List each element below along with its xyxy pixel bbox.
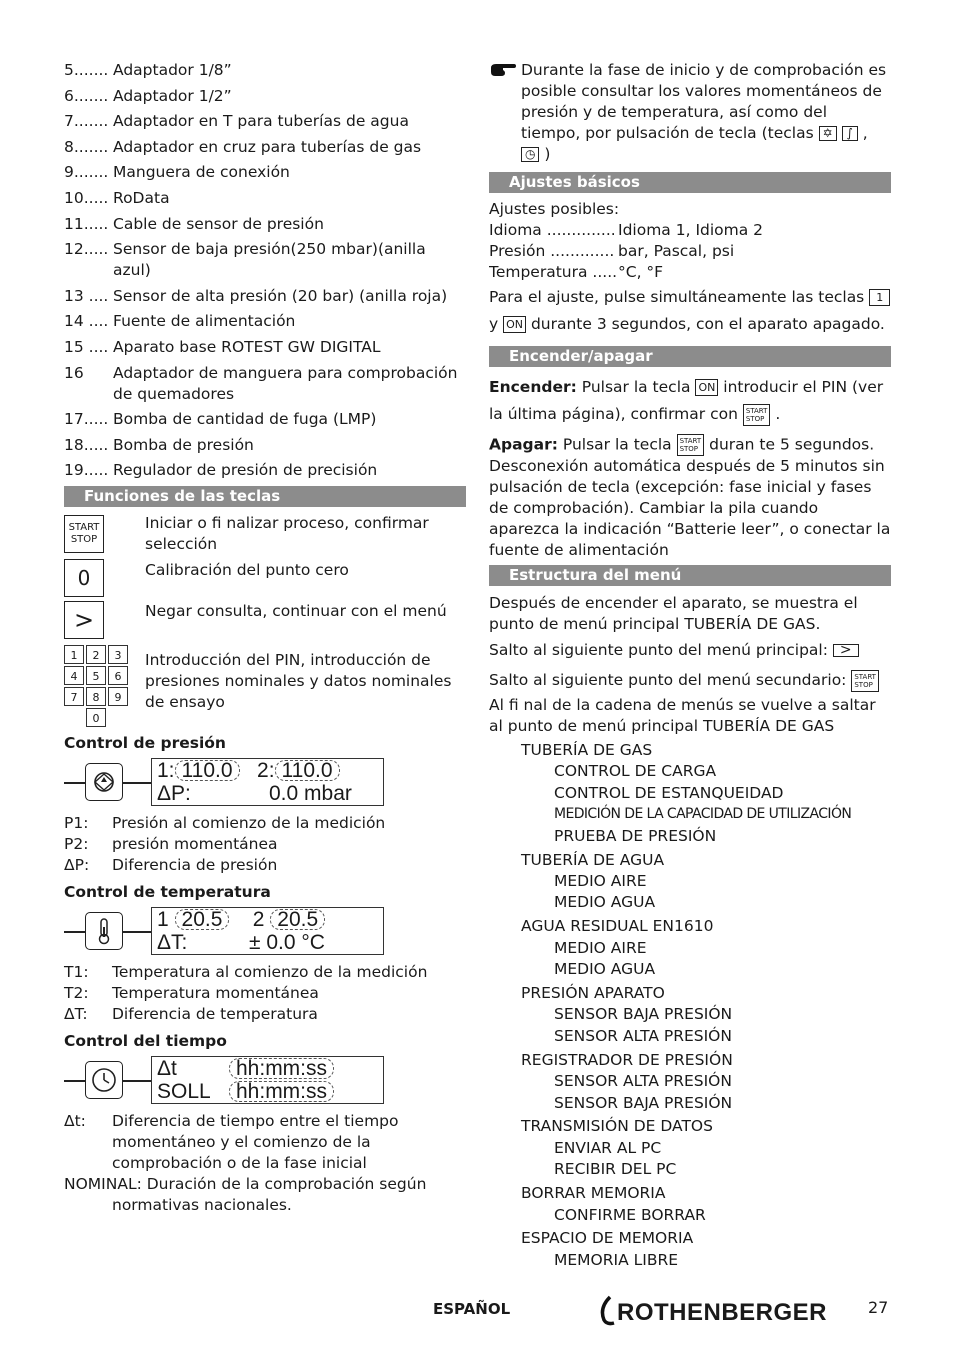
part-number: 14 .... — [64, 312, 109, 331]
basic-settings-heading: Ajustes básicos — [489, 172, 891, 193]
setting-key: Presión ............. — [489, 242, 615, 260]
lcd-dtime-label: Δt — [157, 1057, 177, 1081]
menu-sub-item: PRUEBA DE PRESIÓN — [554, 826, 717, 845]
menu-main-item: BORRAR MEMORIA — [521, 1184, 666, 1203]
off-text-2: duran te 5 segundos. — [709, 435, 875, 454]
parts-list-item — [64, 162, 466, 183]
on-key-icon: ON — [503, 316, 526, 333]
menu-sub-item: MEDICIÓN DE LA CAPACIDAD DE UTILIZACIÓN — [554, 806, 852, 823]
part-number: 7....... — [64, 112, 109, 131]
parts-list-item — [64, 286, 466, 307]
menu-group — [489, 1050, 891, 1114]
start-stop-key-icon-4: START STOP — [851, 670, 879, 692]
part-number: 10..... — [64, 188, 109, 207]
time-heading: Control del tiempo — [64, 1032, 227, 1051]
lcd-dt-value: ± 0.0 °C — [249, 931, 325, 955]
time-definitions — [64, 1111, 466, 1216]
menu-group — [489, 1183, 891, 1226]
key-zero-row — [64, 559, 466, 600]
temperature-heading: Control de temperatura — [64, 883, 271, 902]
stop-key-label: STOP — [70, 534, 98, 546]
setting-value: Idioma 1, Idioma 2 — [618, 221, 764, 239]
temperature-lcd — [151, 907, 384, 955]
setting-row — [489, 241, 891, 262]
parts-list-item — [64, 409, 466, 430]
menu-paragraph-2 — [489, 635, 891, 665]
parts-list-item — [64, 239, 466, 281]
def-nominal: NOMINAL: Duración de la comprobación según normativas nacionales. — [64, 1175, 427, 1215]
start-key-label: START — [68, 522, 100, 534]
start-stop-key-icon-2: START STOP — [743, 404, 771, 426]
definition-row — [64, 834, 466, 855]
parts-list-item — [64, 137, 466, 158]
menu-main-item: AGUA RESIDUAL EN1610 — [521, 917, 714, 936]
next-key-icon-2: > — [833, 644, 859, 657]
right-column — [489, 60, 891, 1274]
start-stop-key-icon-3: START STOP — [677, 434, 705, 456]
menu-sub-item: MEDIO AGUA — [554, 893, 656, 912]
definition-row — [64, 813, 466, 834]
menu-sub-item: CONFIRME BORRAR — [554, 1205, 706, 1224]
menu-paragraph-1: Después de encender el aparato, se muestra el punto de menú principal TUBERÍA DE GAS. — [489, 594, 858, 633]
lcd-t2-label: 2 — [252, 908, 265, 932]
menu-group — [489, 1228, 891, 1271]
parts-list-item — [64, 188, 466, 209]
on-text-2: introducir el PIN (ver la última página), confirmar con — [489, 378, 884, 423]
thermometer-key-icon: ∫ — [842, 126, 858, 141]
next-key-icon — [64, 601, 104, 639]
keypad-key-4: 4 — [64, 666, 84, 685]
part-text: Sensor de alta presión (20 bar) (anilla roja) — [113, 286, 448, 305]
definition-key: T2: — [64, 984, 89, 1003]
next-description: Negar consulta, continuar con el menú — [145, 602, 447, 621]
menu-sub-item: CONTROL DE ESTANQUEIDAD — [554, 783, 784, 802]
part-number: 11..... — [64, 214, 109, 233]
definition-value: Temperatura momentánea — [112, 984, 319, 1003]
part-text: Adaptador en cruz para tuberías de gas — [113, 137, 422, 156]
part-number: 18..... — [64, 435, 109, 454]
part-text: RoData — [113, 188, 170, 207]
on-block: Encender: Pulsar la tecla ON introducir el PIN (ver la última página), confirmar con START STOP . — [489, 374, 891, 428]
setting-row — [489, 220, 891, 241]
page-number: 27 — [868, 1298, 889, 1317]
lcd-dtime-value: hh:mm:ss — [229, 1058, 334, 1079]
temperature-definitions — [64, 962, 466, 1025]
part-text: Aparato base ROTEST GW DIGITAL — [113, 337, 381, 356]
parts-list-item — [64, 337, 466, 358]
pressure-definitions — [64, 813, 466, 876]
definition-value: Diferencia de temperatura — [112, 1005, 318, 1024]
menu-sub-item: MEDIO AGUA — [554, 960, 656, 979]
menu-sub-item: SENSOR ALTA PRESIÓN — [554, 1072, 732, 1091]
menu-main-item: TRANSMISIÓN DE DATOS — [521, 1117, 713, 1136]
basic-intro: Ajustes posibles: — [489, 200, 620, 218]
off-text-1: Pulsar la tecla — [562, 435, 672, 454]
part-number: 5....... — [64, 61, 109, 79]
definition-row — [64, 962, 466, 983]
setting-value: °C, °F — [618, 263, 664, 281]
lcd-t1-value: 20.5 — [175, 909, 230, 930]
note-end: ) — [544, 145, 551, 163]
definition-key: P1: — [64, 814, 89, 833]
lcd-soll-label: SOLL — [157, 1080, 211, 1104]
clock-icon — [85, 1061, 123, 1099]
pressure-key-icon: ✡ — [819, 126, 837, 141]
keypad-description: Introducción del PIN, introducción de presiones nominales y datos nominales de ensayo — [145, 651, 452, 712]
left-column — [64, 60, 466, 1216]
menu-sub-item: MEDIO AIRE — [554, 938, 647, 957]
parts-list — [64, 60, 466, 481]
parts-list-item — [64, 214, 466, 235]
part-number: 15 .... — [64, 337, 109, 356]
part-text: Manguera de conexión — [113, 163, 290, 182]
def-dtime-key: Δt: — [64, 1112, 86, 1131]
definition-value: Presión al comienzo de la medición — [112, 814, 386, 833]
menu-sub-item: MEDIO AIRE — [554, 871, 647, 890]
parts-list-item — [64, 311, 466, 332]
def-dtime-value: Diferencia de tiempo entre el tiempo momentáneo y el comienzo de la comprobación o de la fase inicial — [112, 1112, 399, 1173]
keypad-key-5: 5 — [86, 666, 106, 685]
keypad-key-1: 1 — [64, 645, 84, 664]
temperature-display-row — [64, 907, 466, 959]
note-text: Durante la fase de inicio y de comprobación es posible consultar los valores momentáneos de presión y de temperatura, así como del tiempo, por pulsación de tecla (teclas — [521, 61, 887, 142]
menu-tree — [489, 740, 891, 1271]
setting-value: bar, Pascal, psi — [618, 242, 735, 260]
menu-main-item: TUBERÍA DE AGUA — [521, 850, 665, 869]
definition-value: presión momentánea — [112, 835, 278, 854]
menu-sub-item: ENVIAR AL PC — [554, 1138, 662, 1157]
menu-main-item: PRESIÓN APARATO — [521, 983, 665, 1002]
menu-sub-item: SENSOR BAJA PRESIÓN — [554, 1005, 733, 1024]
part-number: 13 .... — [64, 286, 109, 305]
lcd-t2-value: 20.5 — [270, 909, 325, 930]
menu-p2-text: Salto al siguiente punto del menú principal: — [489, 641, 828, 659]
setting-row — [489, 262, 891, 283]
definition-key: ΔT: — [64, 1005, 88, 1024]
parts-list-item — [64, 435, 466, 456]
menu-main-item: ESPACIO DE MEMORIA — [521, 1229, 694, 1248]
next-key-label: > — [73, 606, 95, 635]
keypad-icon — [64, 645, 130, 729]
pressure-heading: Control de presión — [64, 734, 226, 753]
clock-key-icon: ◷ — [521, 147, 539, 162]
start-stop-key-icon — [64, 515, 104, 553]
keypad-key-8: 8 — [86, 687, 106, 706]
definition-key: T1: — [64, 963, 89, 982]
key-start-stop-row — [64, 513, 466, 557]
menu-sub-item: CONTROL DE CARGA — [554, 762, 717, 781]
lcd-dp-value: 0.0 mbar — [269, 782, 352, 806]
part-number: 6....... — [64, 86, 109, 105]
part-text: Adaptador 1/2” — [113, 86, 232, 105]
menu-group — [489, 983, 891, 1047]
part-text: Sensor de baja presión(250 mbar)(anilla azul) — [113, 240, 426, 280]
settings-list — [489, 220, 891, 283]
part-text: Bomba de cantidad de fuga (LMP) — [113, 410, 377, 429]
setting-key: Idioma .............. — [489, 221, 616, 239]
definition-row — [64, 1004, 466, 1025]
definition-key: ΔP: — [64, 856, 90, 875]
part-number: 16 — [64, 363, 84, 382]
part-number: 19..... — [64, 461, 109, 480]
parts-list-item — [64, 460, 466, 481]
part-text: Fuente de alimentación — [113, 312, 296, 331]
on-off-heading: Encender/apagar — [489, 346, 891, 367]
part-text: Adaptador 1/8” — [113, 61, 232, 79]
part-number: 12..... — [64, 240, 109, 259]
pressure-lcd — [151, 758, 384, 806]
menu-paragraph-4: Al fi nal de la cadena de menús se vuelve a saltar al punto de menú principal TUBERÍA DE GAS — [489, 696, 876, 735]
adjust-block — [489, 284, 891, 338]
keypad-key-7: 7 — [64, 687, 84, 706]
note-block: Durante la fase de inicio y de comprobación es posible consultar los valores momentáneos de presión y de temperatura, así como del tiempo, por pulsación de tecla (teclas ✡ ∫ , ◷ ) — [489, 60, 891, 165]
lcd-dp-label: ΔP: — [157, 782, 191, 806]
rothenberger-logo — [596, 1294, 827, 1333]
adjust-text-1: Para el ajuste, pulse simultáneamente las teclas — [489, 288, 865, 306]
key-1-icon: 1 — [869, 289, 890, 306]
keypad-key-6: 6 — [108, 666, 128, 685]
pressure-display-row — [64, 758, 466, 810]
menu-main-item: REGISTRADOR DE PRESIÓN — [521, 1050, 733, 1069]
adjust-text-2: y — [489, 315, 499, 333]
zero-key-icon — [64, 559, 104, 597]
thermometer-icon — [85, 912, 123, 950]
part-text: Cable de sensor de presión — [113, 214, 324, 233]
menu-group — [489, 850, 891, 914]
keypad-key-3: 3 — [108, 645, 128, 664]
auto-off-text: Desconexión automática después de 5 minutos sin pulsación de tecla (excepción: fase inicial y fases de comprobación). Cambiar la pila cuando aparezca la indicación “Batterie leer”, o conectar la fuente de alimentación — [489, 457, 891, 559]
pressure-gauge-icon — [85, 763, 123, 801]
on-label: Encender: — [489, 378, 577, 396]
menu-main-item: TUBERÍA DE GAS — [521, 741, 653, 759]
start-stop-description: Iniciar o fi nalizar proceso, confirmar selección — [145, 514, 429, 554]
parts-list-item — [64, 86, 466, 107]
menu-sub-item: SENSOR ALTA PRESIÓN — [554, 1026, 732, 1045]
definition-row — [64, 983, 466, 1004]
menu-group — [489, 740, 891, 847]
parts-list-item — [64, 60, 466, 81]
zero-key-label: 0 — [77, 566, 91, 591]
key-keypad-row — [64, 645, 466, 731]
parts-list-item — [64, 363, 466, 405]
menu-sub-item: SENSOR BAJA PRESIÓN — [554, 1093, 733, 1112]
lcd-p2-value: 110.0 — [275, 760, 340, 781]
keys-heading: Funciones de las teclas — [64, 486, 466, 507]
menu-sub-item: RECIBIR DEL PC — [554, 1160, 677, 1179]
parts-list-item — [64, 111, 466, 132]
part-text: Bomba de presión — [113, 435, 254, 454]
lcd-p1-value: 110.0 — [175, 760, 240, 781]
pointing-hand-icon — [489, 62, 517, 84]
part-number: 17..... — [64, 410, 109, 429]
lcd-p2-label: 2: — [257, 759, 275, 783]
on-key-icon-2: ON — [695, 379, 718, 396]
part-number: 9....... — [64, 163, 109, 182]
menu-paragraph-3 — [489, 665, 891, 695]
definition-value: Temperatura al comienzo de la medición — [112, 963, 428, 982]
part-text: Regulador de presión de precisión — [113, 461, 378, 480]
menu-group — [489, 916, 891, 980]
setting-key: Temperatura ..... — [489, 263, 618, 281]
part-text: Adaptador de manguera para comprobación de quemadores — [113, 363, 458, 403]
zero-description: Calibración del punto cero — [145, 561, 349, 580]
lcd-t1-label: 1 — [157, 908, 169, 932]
definition-row — [64, 855, 466, 876]
menu-sub-item: MEMORIA LIBRE — [554, 1250, 679, 1269]
keypad-key-0: 0 — [86, 708, 106, 727]
lcd-p1-label: 1: — [157, 759, 175, 783]
menu-p3-text: Salto al siguiente punto del menú secundario: — [489, 671, 847, 689]
off-label: Apagar: — [489, 435, 558, 454]
time-display-row — [64, 1056, 466, 1108]
off-block — [489, 434, 891, 561]
definition-value: Diferencia de presión — [112, 856, 278, 875]
lcd-dt-label: ΔT: — [157, 931, 188, 955]
logo-swoosh-icon — [596, 1294, 616, 1333]
key-next-row — [64, 601, 466, 645]
menu-group — [489, 1116, 891, 1180]
footer-language: ESPAÑOL — [433, 1300, 511, 1318]
part-text: Adaptador en T para tuberías de agua — [113, 112, 409, 131]
menu-structure-heading: Estructura del menú — [489, 565, 891, 586]
lcd-soll-value: hh:mm:ss — [229, 1081, 334, 1102]
keypad-key-9: 9 — [108, 687, 128, 706]
part-number: 8....... — [64, 137, 109, 156]
logo-text: ROTHENBERGER — [617, 1298, 828, 1326]
adjust-text-3: durante 3 segundos, con el aparato apagado. — [530, 315, 885, 333]
keypad-key-2: 2 — [86, 645, 106, 664]
time-lcd — [151, 1056, 384, 1104]
definition-key: P2: — [64, 835, 89, 854]
on-text-1: Pulsar la tecla — [581, 378, 691, 396]
